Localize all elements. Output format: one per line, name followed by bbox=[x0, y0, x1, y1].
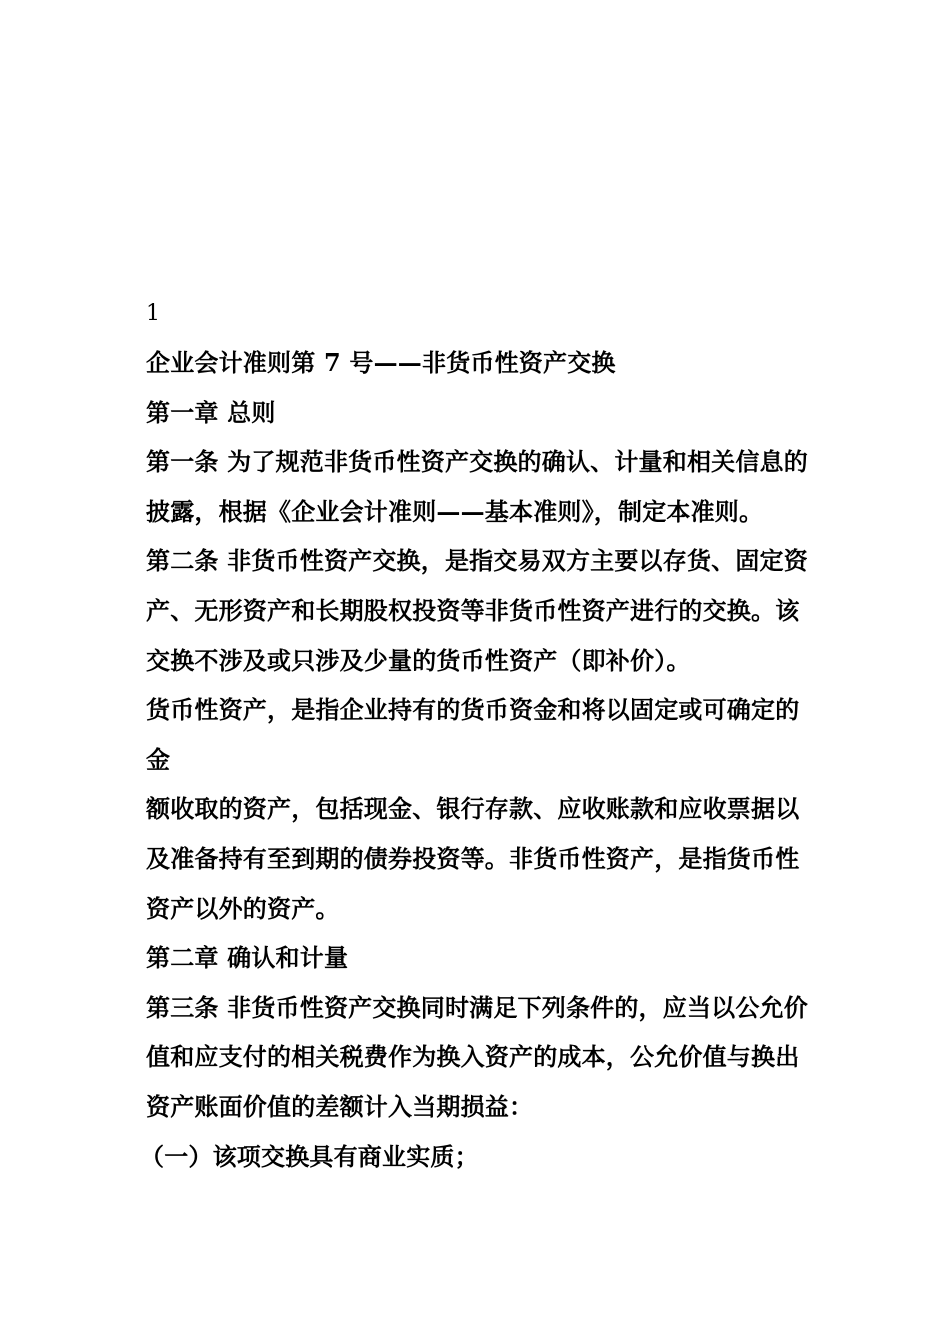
paragraph-line: 资产以外的资产。 bbox=[146, 893, 340, 923]
paragraph-line: 货币性资产，是指企业持有的货币资金和将以固定或可确定的 bbox=[146, 695, 800, 725]
document-body bbox=[140, 298, 846, 1190]
paragraph-line: 产、无形资产和长期股权投资等非货币性资产进行的交换。该 bbox=[146, 595, 800, 625]
paragraph-line: 第一条 为了规范非货币性资产交换的确认、计量和相关信息的 bbox=[146, 447, 808, 477]
paragraph-line: 额收取的资产，包括现金、银行存款、应收账款和应收票据以 bbox=[146, 794, 800, 824]
list-item: （一）该项交换具有商业实质； bbox=[140, 1141, 479, 1171]
paragraph-line: 金 bbox=[146, 744, 171, 774]
chapter-heading: 第一章 总则 bbox=[146, 397, 276, 427]
paragraph-line: 披露，根据《企业会计准则——基本准则》，制定本准则。 bbox=[146, 496, 764, 526]
paragraph-line: 资产账面价值的差额计入当期损益： bbox=[146, 1091, 534, 1121]
chapter-heading: 第二章 确认和计量 bbox=[146, 943, 349, 973]
paragraph-line: 及准备持有至到期的债券投资等。非货币性资产，是指货币性 bbox=[146, 843, 800, 873]
page-number: 1 bbox=[146, 301, 161, 326]
standard-title: 企业会计准则第 7 号——非货币性资产交换 bbox=[146, 348, 616, 377]
paragraph-line: 第二条 非货币性资产交换，是指交易双方主要以存货、固定资 bbox=[146, 546, 808, 576]
paragraph-line: 第三条 非货币性资产交换同时满足下列条件的，应当以公允价 bbox=[146, 992, 808, 1022]
paragraph-line: 交换不涉及或只涉及少量的货币性资产（即补价）。 bbox=[146, 645, 691, 675]
paragraph-line: 值和应支付的相关税费作为换入资产的成本，公允价值与换出 bbox=[146, 1042, 800, 1072]
